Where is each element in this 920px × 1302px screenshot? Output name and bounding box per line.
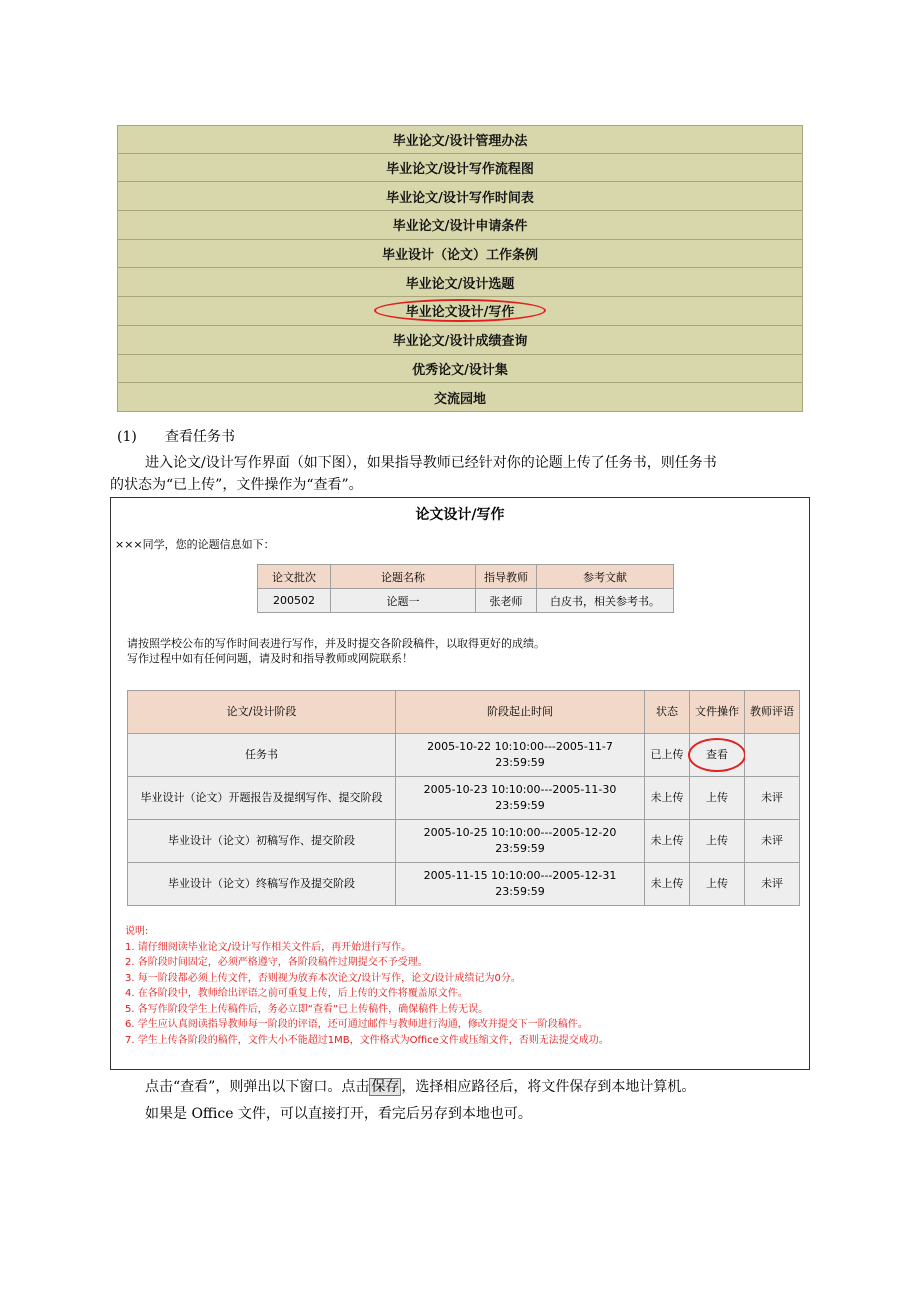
panel-title: 论文设计/写作	[415, 507, 505, 523]
menu-item-label: 交流园地	[433, 391, 486, 407]
header-cell: 参考文献	[537, 565, 674, 589]
writing-screenshot	[110, 497, 810, 1070]
stage-status: 已上传	[645, 734, 690, 777]
explanation-item: 4. 在各阶段中，教师给出评语之前可重复上传，后上传的文件将覆盖原文件。	[125, 988, 468, 999]
table-header-row	[128, 691, 800, 734]
explanation-item: 3. 每一阶段都必须上传文件，否则视为放弃本次论文/设计写作，论文/设计成绩记为0分。	[125, 972, 521, 984]
menu-item-management[interactable]	[117, 125, 803, 154]
menu-item-excellent[interactable]	[117, 355, 803, 384]
table-row	[258, 589, 674, 613]
menu-item-label: 毕业论文/设计管理办法	[392, 133, 528, 149]
header-cell: 状态	[645, 691, 690, 734]
menu-item-label: 毕业论文/设计写作时间表	[386, 190, 534, 206]
note-line: 写作过程中如有任何问题，请及时和指导教师或网院联系！	[127, 652, 413, 665]
menu-item-flowchart[interactable]	[117, 154, 803, 183]
table-row	[128, 820, 800, 863]
topic-info-table	[257, 564, 674, 613]
header-cell: 阶段起止时间	[396, 691, 645, 734]
time-start: 2005-10-22 10:10:00---2005-11-7	[427, 740, 613, 753]
stage-time	[396, 863, 645, 906]
menu-item-label: 毕业论文/设计写作流程图	[386, 162, 534, 178]
cell-references: 白皮书，相关参考书。	[537, 589, 674, 613]
explanation-item: 1. 请仔细阅读毕业论文/设计写作相关文件后，再开始进行写作。	[125, 941, 412, 953]
paragraph-line-2: 的状态为“已上传”，文件操作为“查看”。	[110, 477, 363, 493]
instructions-note	[127, 636, 545, 666]
after-text: ，选择相应路径后，将文件保存到本地计算机。	[401, 1079, 696, 1095]
table-row	[128, 734, 800, 777]
menu-item-label: 毕业论文/设计选题	[405, 276, 515, 292]
time-end: 23:59:59	[495, 842, 545, 855]
menu-item-label: 毕业论文/设计成绩查询	[392, 334, 528, 350]
stage-comment: 未评	[745, 863, 800, 906]
explanation-item: 6. 学生应认真阅读指导教师每一阶段的评语，还可通过邮件与教师进行沟通，修改并提交下一阶段稿件。	[125, 1019, 588, 1030]
after-text: 点击“查看”，则弹出以下窗口。点击	[145, 1079, 370, 1095]
paragraph-line-1: 进入论文/设计写作界面（如下图），如果指导教师已经针对你的论题上传了任务书，则任务书	[145, 455, 717, 471]
menu-item-grades[interactable]	[117, 326, 803, 355]
explanation-list	[125, 924, 609, 1048]
note-line: 请按照学校公布的写作时间表进行写作，并及时提交各阶段稿件，以取得更好的成绩。	[127, 637, 545, 650]
greeting: ×××同学，您的论题信息如下：	[115, 538, 275, 551]
upload-link[interactable]: 上传	[690, 863, 745, 906]
after-paragraph-line-2: 如果是 Office 文件，可以直接打开，看完后另存到本地也可。	[145, 1106, 532, 1122]
stages-table	[127, 690, 800, 906]
menu-item-label: 优秀论文/设计集	[412, 362, 508, 378]
menu-item-schedule[interactable]	[117, 182, 803, 211]
upload-link[interactable]: 上传	[690, 777, 745, 820]
op-label: 查看	[706, 748, 728, 761]
table-row	[128, 863, 800, 906]
menu-item-forum[interactable]	[117, 383, 803, 412]
stage-time	[396, 777, 645, 820]
time-start: 2005-10-25 10:10:00---2005-12-20	[423, 826, 617, 839]
stage-name: 毕业设计（论文）终稿写作及提交阶段	[128, 863, 396, 906]
step-number: (1)	[117, 429, 137, 445]
after-paragraph-line-1	[145, 1076, 695, 1096]
header-cell: 论题名称	[331, 565, 476, 589]
stage-name: 毕业设计（论文）开题报告及提纲写作、提交阶段	[128, 777, 396, 820]
header-cell: 文件操作	[690, 691, 745, 734]
upload-link[interactable]: 上传	[690, 820, 745, 863]
stage-status: 未上传	[645, 820, 690, 863]
time-end: 23:59:59	[495, 756, 545, 769]
stage-comment: 未评	[745, 777, 800, 820]
explanation-item: 2. 各阶段时间固定，必须严格遵守，各阶段稿件过期提交不予受理。	[125, 957, 428, 968]
time-end: 23:59:59	[495, 799, 545, 812]
cell-topic: 论题一	[331, 589, 476, 613]
save-button-reference: 保存	[371, 1079, 400, 1095]
stage-comment: 未评	[745, 820, 800, 863]
step-heading	[117, 426, 235, 446]
table-row	[128, 777, 800, 820]
stage-status: 未上传	[645, 863, 690, 906]
menu-item-topic-selection[interactable]	[117, 268, 803, 297]
main-menu	[117, 125, 803, 412]
cell-batch: 200502	[258, 589, 331, 613]
time-end: 23:59:59	[495, 885, 545, 898]
stage-name: 任务书	[128, 734, 396, 777]
table-header-row	[258, 565, 674, 589]
stage-status: 未上传	[645, 777, 690, 820]
highlight-ellipse	[688, 738, 746, 772]
stage-time	[396, 734, 645, 777]
highlight-ellipse	[374, 299, 546, 322]
menu-item-writing[interactable]	[117, 297, 803, 326]
menu-item-label: 毕业论文设计/写作	[405, 305, 515, 321]
time-start: 2005-11-15 10:10:00---2005-12-31	[423, 869, 617, 882]
explanation-item: 5. 各写作阶段学生上传稿件后，务必立即“查看”已上传稿件，确保稿件上传无误。	[125, 1003, 489, 1015]
view-link[interactable]	[690, 734, 745, 777]
stage-name: 毕业设计（论文）初稿写作、提交阶段	[128, 820, 396, 863]
stage-comment	[745, 734, 800, 777]
step-title: 查看任务书	[165, 429, 235, 445]
menu-item-regulations[interactable]	[117, 240, 803, 269]
header-cell: 教师评语	[745, 691, 800, 734]
time-start: 2005-10-23 10:10:00---2005-11-30	[423, 783, 617, 796]
menu-item-conditions[interactable]	[117, 211, 803, 240]
cell-teacher: 张老师	[476, 589, 537, 613]
explanation-item: 7. 学生上传各阶段的稿件，文件大小不能超过1MB，文件格式为Office文件或压缩文件，否则无法提交成功。	[125, 1034, 609, 1046]
header-cell: 论文/设计阶段	[128, 691, 396, 734]
menu-item-label: 毕业设计（论文）工作条例	[381, 248, 538, 264]
explanation-title: 说明:	[125, 926, 149, 937]
header-cell: 论文批次	[258, 565, 331, 589]
menu-item-label: 毕业论文/设计申请条件	[392, 219, 528, 235]
stage-time	[396, 820, 645, 863]
header-cell: 指导教师	[476, 565, 537, 589]
